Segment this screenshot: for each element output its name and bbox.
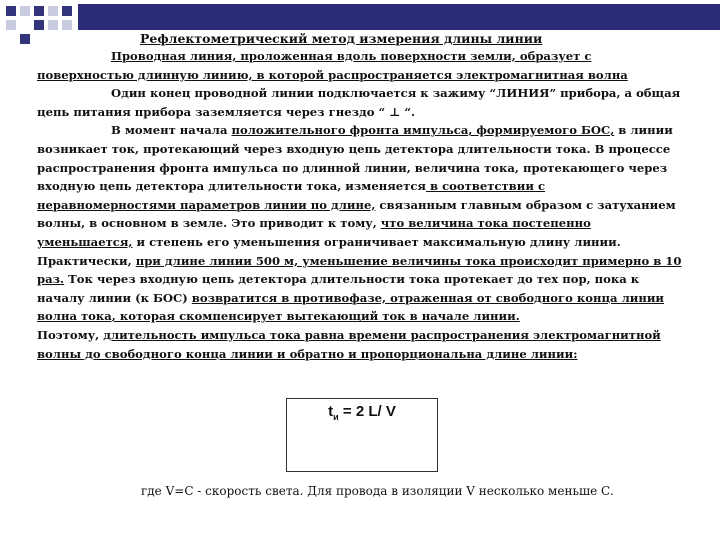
paragraph-1 (37, 47, 687, 84)
formula-note: где V=C - скорость света. Для провода в изоляции V несколько меньше C. (141, 484, 614, 498)
deco-square (34, 6, 44, 16)
paragraph-2 (37, 84, 687, 121)
header-bar (78, 4, 720, 30)
text-span: Один конец проводной линии подключается к зажиму “ЛИНИЯ” прибора, а общая цепь питания прибора заземляется через гнездо “ ⊥ “. (37, 86, 681, 119)
text-span: в соответствии с неравномерностями параметров линии по длине, (37, 179, 546, 212)
text-span: положительного фронта импульса, формируемого БОС, (231, 123, 615, 138)
formula-rhs: = 2 L/ V (338, 403, 396, 420)
text-span: Проводная линия, проложенная вдоль поверхности земли, образует с поверхностью длинную линию, в которой распространяется электромагнитная волна (37, 49, 628, 82)
deco-square (6, 20, 16, 30)
deco-square (34, 20, 44, 30)
formula (287, 403, 437, 422)
text-span: в линии возникает ток, протекающий через входную цепь детектора длительности тока. В процессе распространения фронта импульса по длинной линии, величина тока, протекающего через входную цепь детектора длительности тока, изменяется (37, 123, 673, 194)
page-title: Рефлектометрический метод измерения длины линии (140, 31, 543, 46)
text-span: длительность импульса тока равна времени распространения электромагнитной волны до свободного конца линии и обратно и пропорциональна длине линии: (37, 327, 661, 361)
formula-subscript: и (333, 412, 339, 422)
formula-symbol: t (328, 403, 334, 420)
deco-square (62, 6, 72, 16)
deco-square (62, 20, 72, 30)
paragraph-3 (37, 121, 687, 326)
text-span: возвратится в противофазе, отраженная от свободного конца линии волна тока, которая скомпенсирует вытекающий ток в начале линии. (37, 290, 665, 324)
text-span: Поэтому, (37, 327, 104, 342)
text-span: В момент начала (111, 123, 232, 138)
text-span: Ток через входную цепь детектора длительности тока протекает до тех пор, пока к началу линии (к БОС) (37, 272, 640, 305)
text-span: и степень его уменьшения ограничивает максимальную длину линии. Практически, (37, 234, 621, 268)
deco-square (48, 6, 58, 16)
text-span: при длине линии 500 м, уменьшение величины тока происходит примерно в 10 раз. (37, 253, 682, 287)
deco-square (20, 6, 30, 16)
text-span: связанным главным образом с затуханием волны, в основном в земле. Это приводит к тому, (37, 197, 676, 231)
deco-square (48, 20, 58, 30)
body-text (37, 47, 687, 363)
paragraph-4 (37, 326, 687, 363)
formula-box (286, 398, 438, 472)
deco-square (6, 6, 16, 16)
text-span: что величина тока постепенно уменьшается, (37, 216, 591, 249)
deco-square (20, 34, 30, 44)
